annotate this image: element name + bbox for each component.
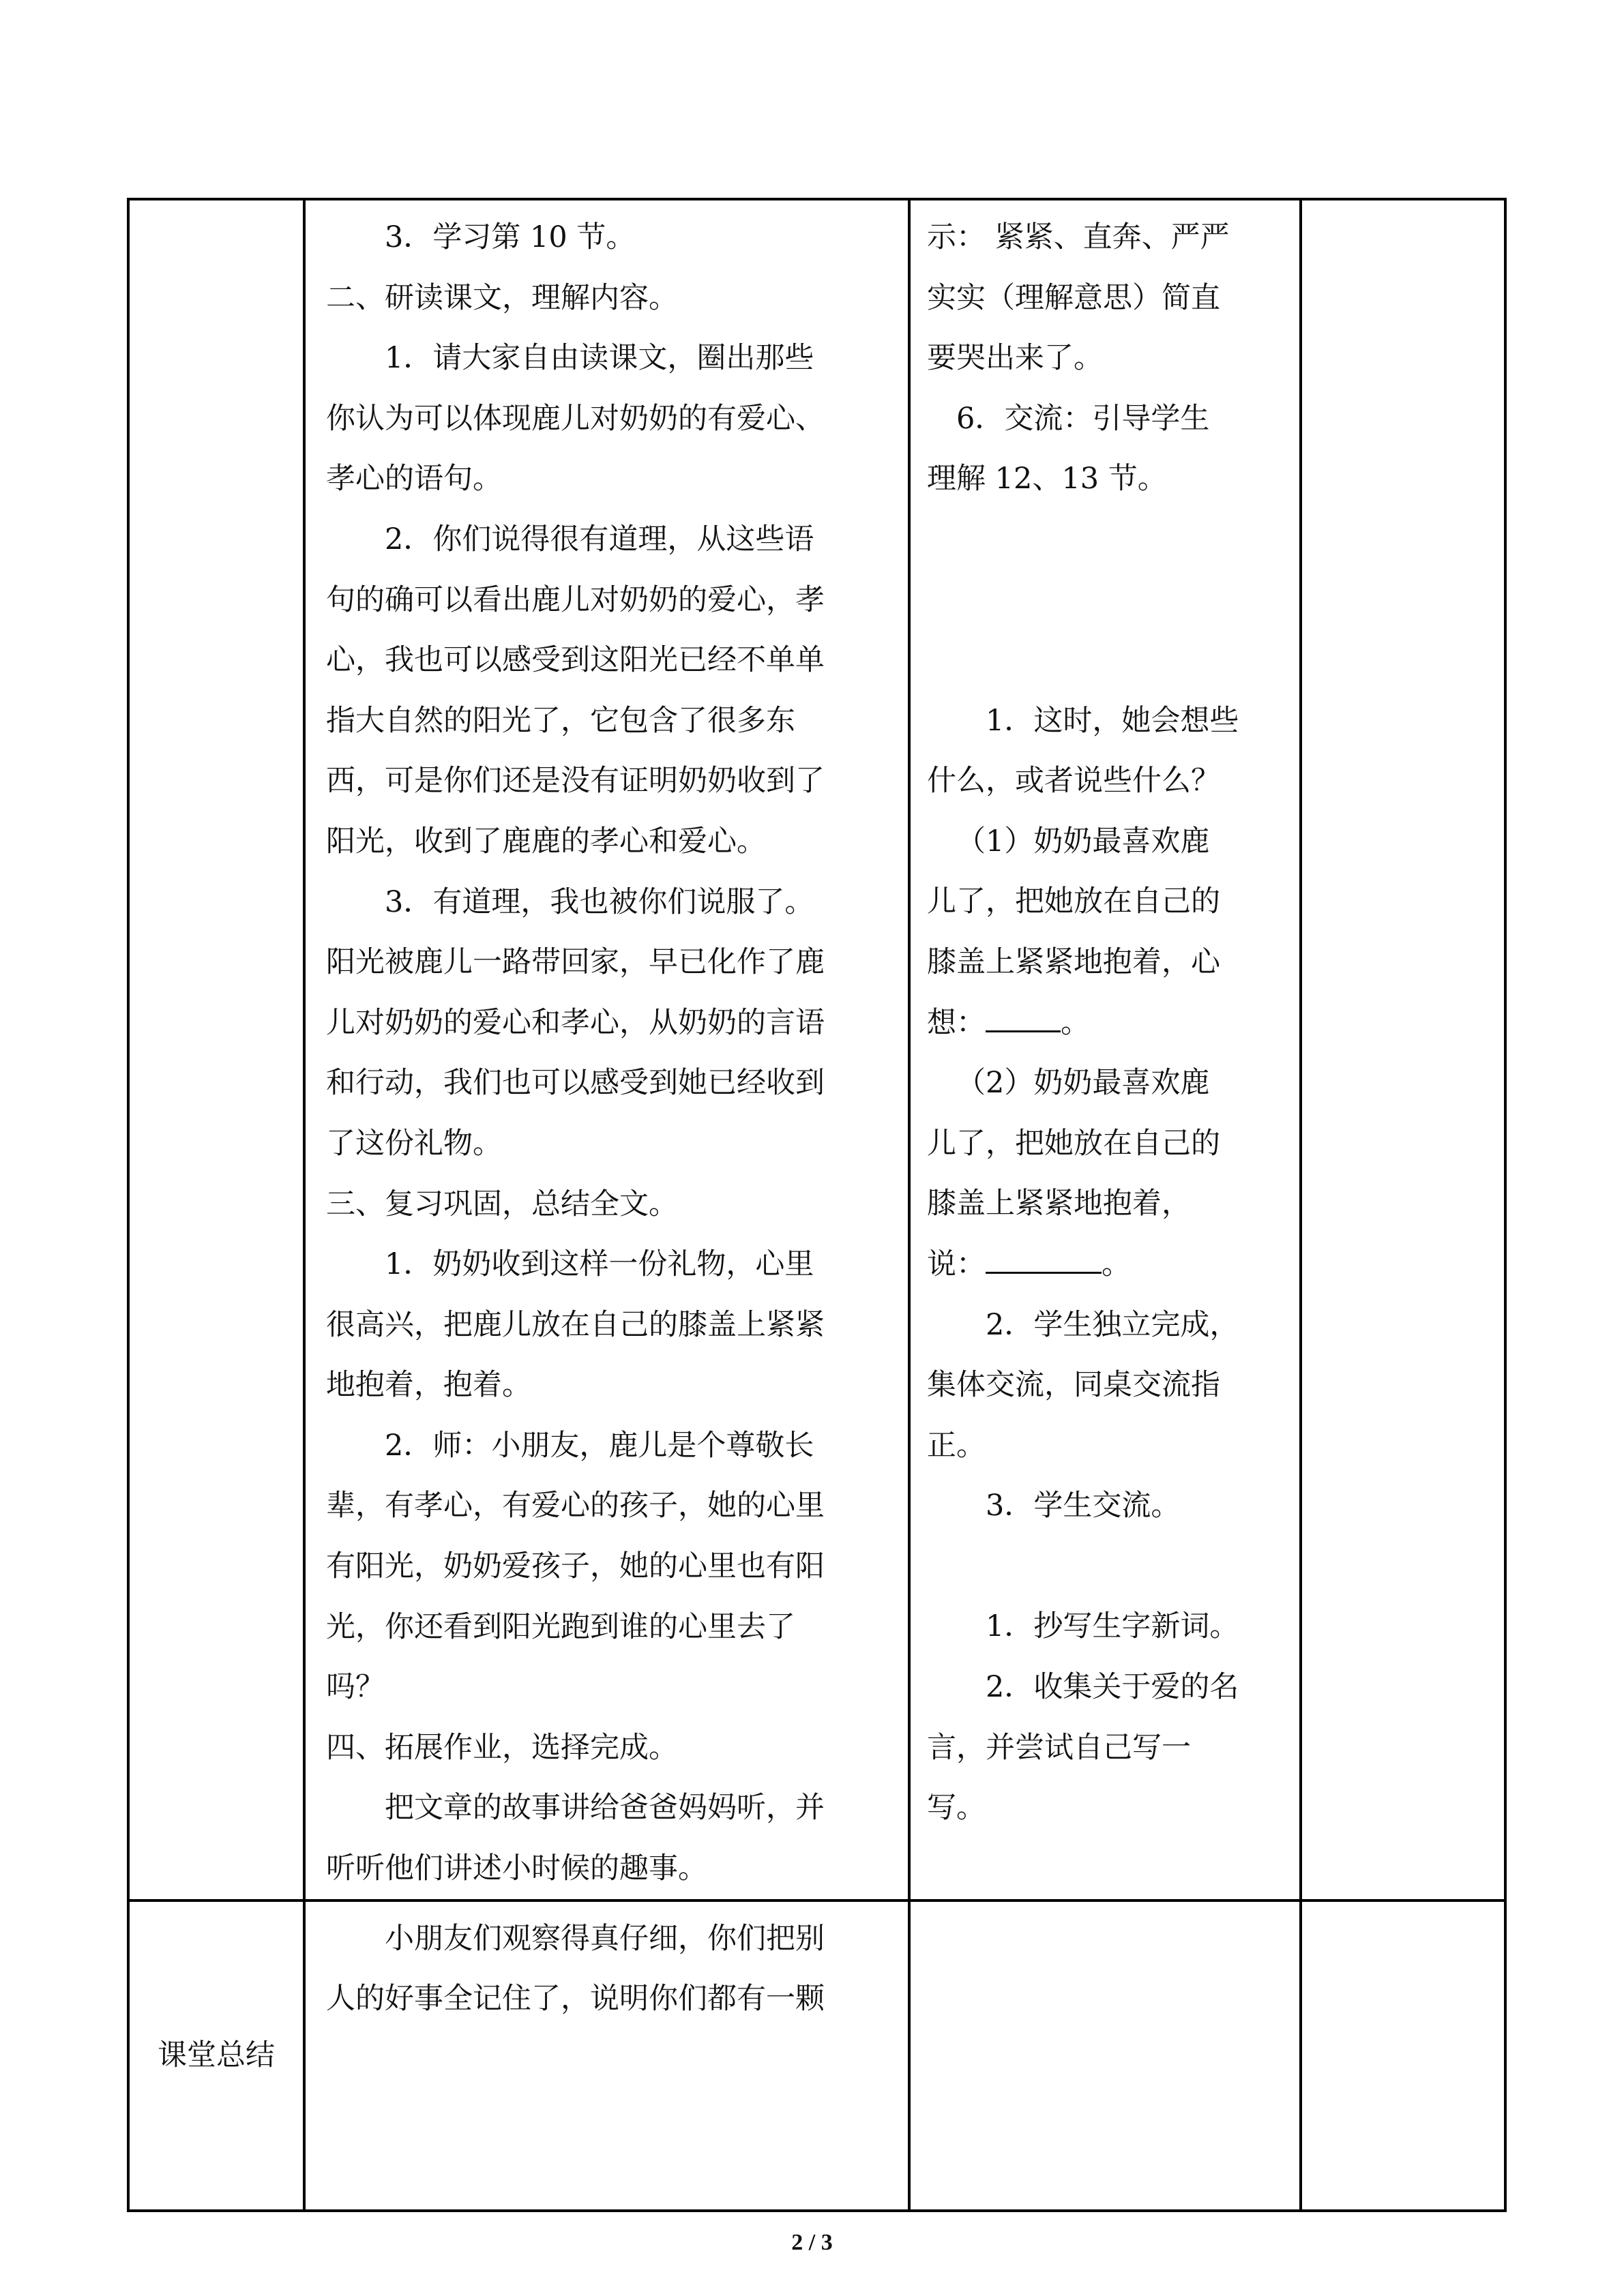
table-row-summary: [128, 1900, 1505, 2211]
table-row-main: [128, 199, 1505, 1900]
process-line: 3．学习第 10 节。: [385, 220, 636, 254]
activity-line-blank: 想： 。: [927, 993, 1287, 1054]
process-line: 地抱着，抱着。: [326, 1368, 531, 1403]
activity-line: 3．学生交流。: [986, 1489, 1181, 1523]
student-activity-cell: [909, 199, 1301, 1900]
activity-line: 1．这时，她会想些: [986, 703, 1239, 738]
activity-line-blank: 说： 。: [927, 1234, 1287, 1295]
process-line: 3．有道理，我也被你们说服了。: [385, 884, 814, 919]
process-line: 和行动，我们也可以感受到她已经收到: [326, 1066, 825, 1101]
process-line: 很高兴，把鹿儿放在自己的膝盖上紧紧: [326, 1307, 825, 1342]
activity-line: 示： 紧紧、直奔、严严: [927, 220, 1230, 254]
activity-line: 1．抄写生字新词。: [986, 1609, 1239, 1644]
label-cell-empty: [128, 199, 304, 1900]
activity-line: 6．交流：引导学生: [956, 401, 1210, 436]
process-line: 你认为可以体现鹿儿对奶奶的有爱心、: [326, 401, 825, 436]
activity-line: 膝盖上紧紧地抱着，心: [927, 944, 1220, 979]
lesson-plan-table: [127, 198, 1507, 2212]
summary-text-cell: [304, 1900, 909, 2211]
summary-label: 课堂总结: [158, 2038, 275, 2072]
process-line: 阳光，收到了鹿鹿的孝心和爱心。: [326, 824, 766, 859]
activity-line: 膝盖上紧紧地抱着，: [927, 1187, 1191, 1221]
process-line: 1．奶奶收到这样一份礼物，心里: [385, 1247, 814, 1282]
activity-line: 儿了，把她放在自己的: [927, 884, 1220, 919]
activity-line: 言，并尝试自己写一: [927, 1730, 1191, 1765]
page-number: 2 / 3: [791, 2230, 833, 2255]
process-line: 儿对奶奶的爱心和孝心，从奶奶的言语: [326, 1005, 825, 1040]
teaching-process-cell: [304, 199, 909, 1900]
process-line: 指大自然的阳光了，它包含了很多东: [326, 703, 795, 738]
process-line: 心，我也可以感受到这阳光已经不单单: [326, 643, 825, 678]
teaching-process-text: [326, 207, 882, 1899]
process-line: 光，你还看到阳光跑到谁的心里去了: [326, 1609, 795, 1644]
activity-line: 写。: [927, 1791, 986, 1825]
process-line: 了这份礼物。: [326, 1126, 502, 1161]
activity-line: 2．收集关于爱的名: [986, 1670, 1239, 1705]
process-line: 听听他们讲述小时候的趣事。: [326, 1851, 707, 1886]
process-line: 二、研读课文，理解内容。: [326, 280, 678, 315]
process-line: 吗？: [326, 1670, 385, 1705]
fill-blank: [986, 1003, 1061, 1032]
fill-blank: [986, 1244, 1102, 1274]
activity-line: 正。: [927, 1428, 986, 1463]
process-line: 辈，有孝心，有爱心的孩子，她的心里: [326, 1489, 825, 1523]
summary-notes-empty: [1301, 1900, 1505, 2211]
summary-activity-empty: [909, 1900, 1301, 2211]
process-line: 三、复习巩固，总结全文。: [326, 1187, 678, 1221]
summary-line: 人的好事全记住了，说明你们都有一颗: [326, 1982, 825, 2016]
summary-label-cell: [128, 1900, 304, 2211]
process-line: 2．师：小朋友，鹿儿是个尊敬长: [385, 1428, 814, 1463]
activity-line: 什么，或者说些什么？: [927, 764, 1220, 799]
process-line: 1．请大家自由读课文，圈出那些: [385, 341, 814, 376]
activity-line: 实实（理解意思）简直: [927, 280, 1220, 315]
process-line: 2．你们说得很有道理，从这些语: [385, 522, 814, 556]
process-line: 孝心的语句。: [326, 462, 502, 496]
notes-cell-empty: [1301, 199, 1505, 1900]
process-line: 有阳光，奶奶爱孩子，她的心里也有阳: [326, 1549, 825, 1584]
activity-line: 要哭出来了。: [927, 341, 1103, 376]
activity-line: （1）奶奶最喜欢鹿: [956, 824, 1210, 859]
process-line: 把文章的故事讲给爸爸妈妈听，并: [385, 1791, 825, 1825]
process-line: 西，可是你们还是没有证明奶奶收到了: [326, 764, 825, 799]
activity-line: （2）奶奶最喜欢鹿: [956, 1066, 1210, 1101]
process-line: 句的确可以看出鹿儿对奶奶的爱心，孝: [326, 582, 825, 617]
summary-line: 小朋友们观察得真仔细，你们把别: [385, 1921, 825, 1956]
activity-line: 理解 12、13 节。: [927, 462, 1167, 496]
process-line: 阳光被鹿儿一路带回家，早已化作了鹿: [326, 945, 825, 980]
activity-line: 集体交流，同桌交流指: [927, 1368, 1220, 1403]
process-line: 四、拓展作业，选择完成。: [326, 1730, 678, 1765]
activity-line: 2．学生独立完成，: [986, 1307, 1239, 1342]
activity-line: 儿了，把她放在自己的: [927, 1126, 1220, 1161]
